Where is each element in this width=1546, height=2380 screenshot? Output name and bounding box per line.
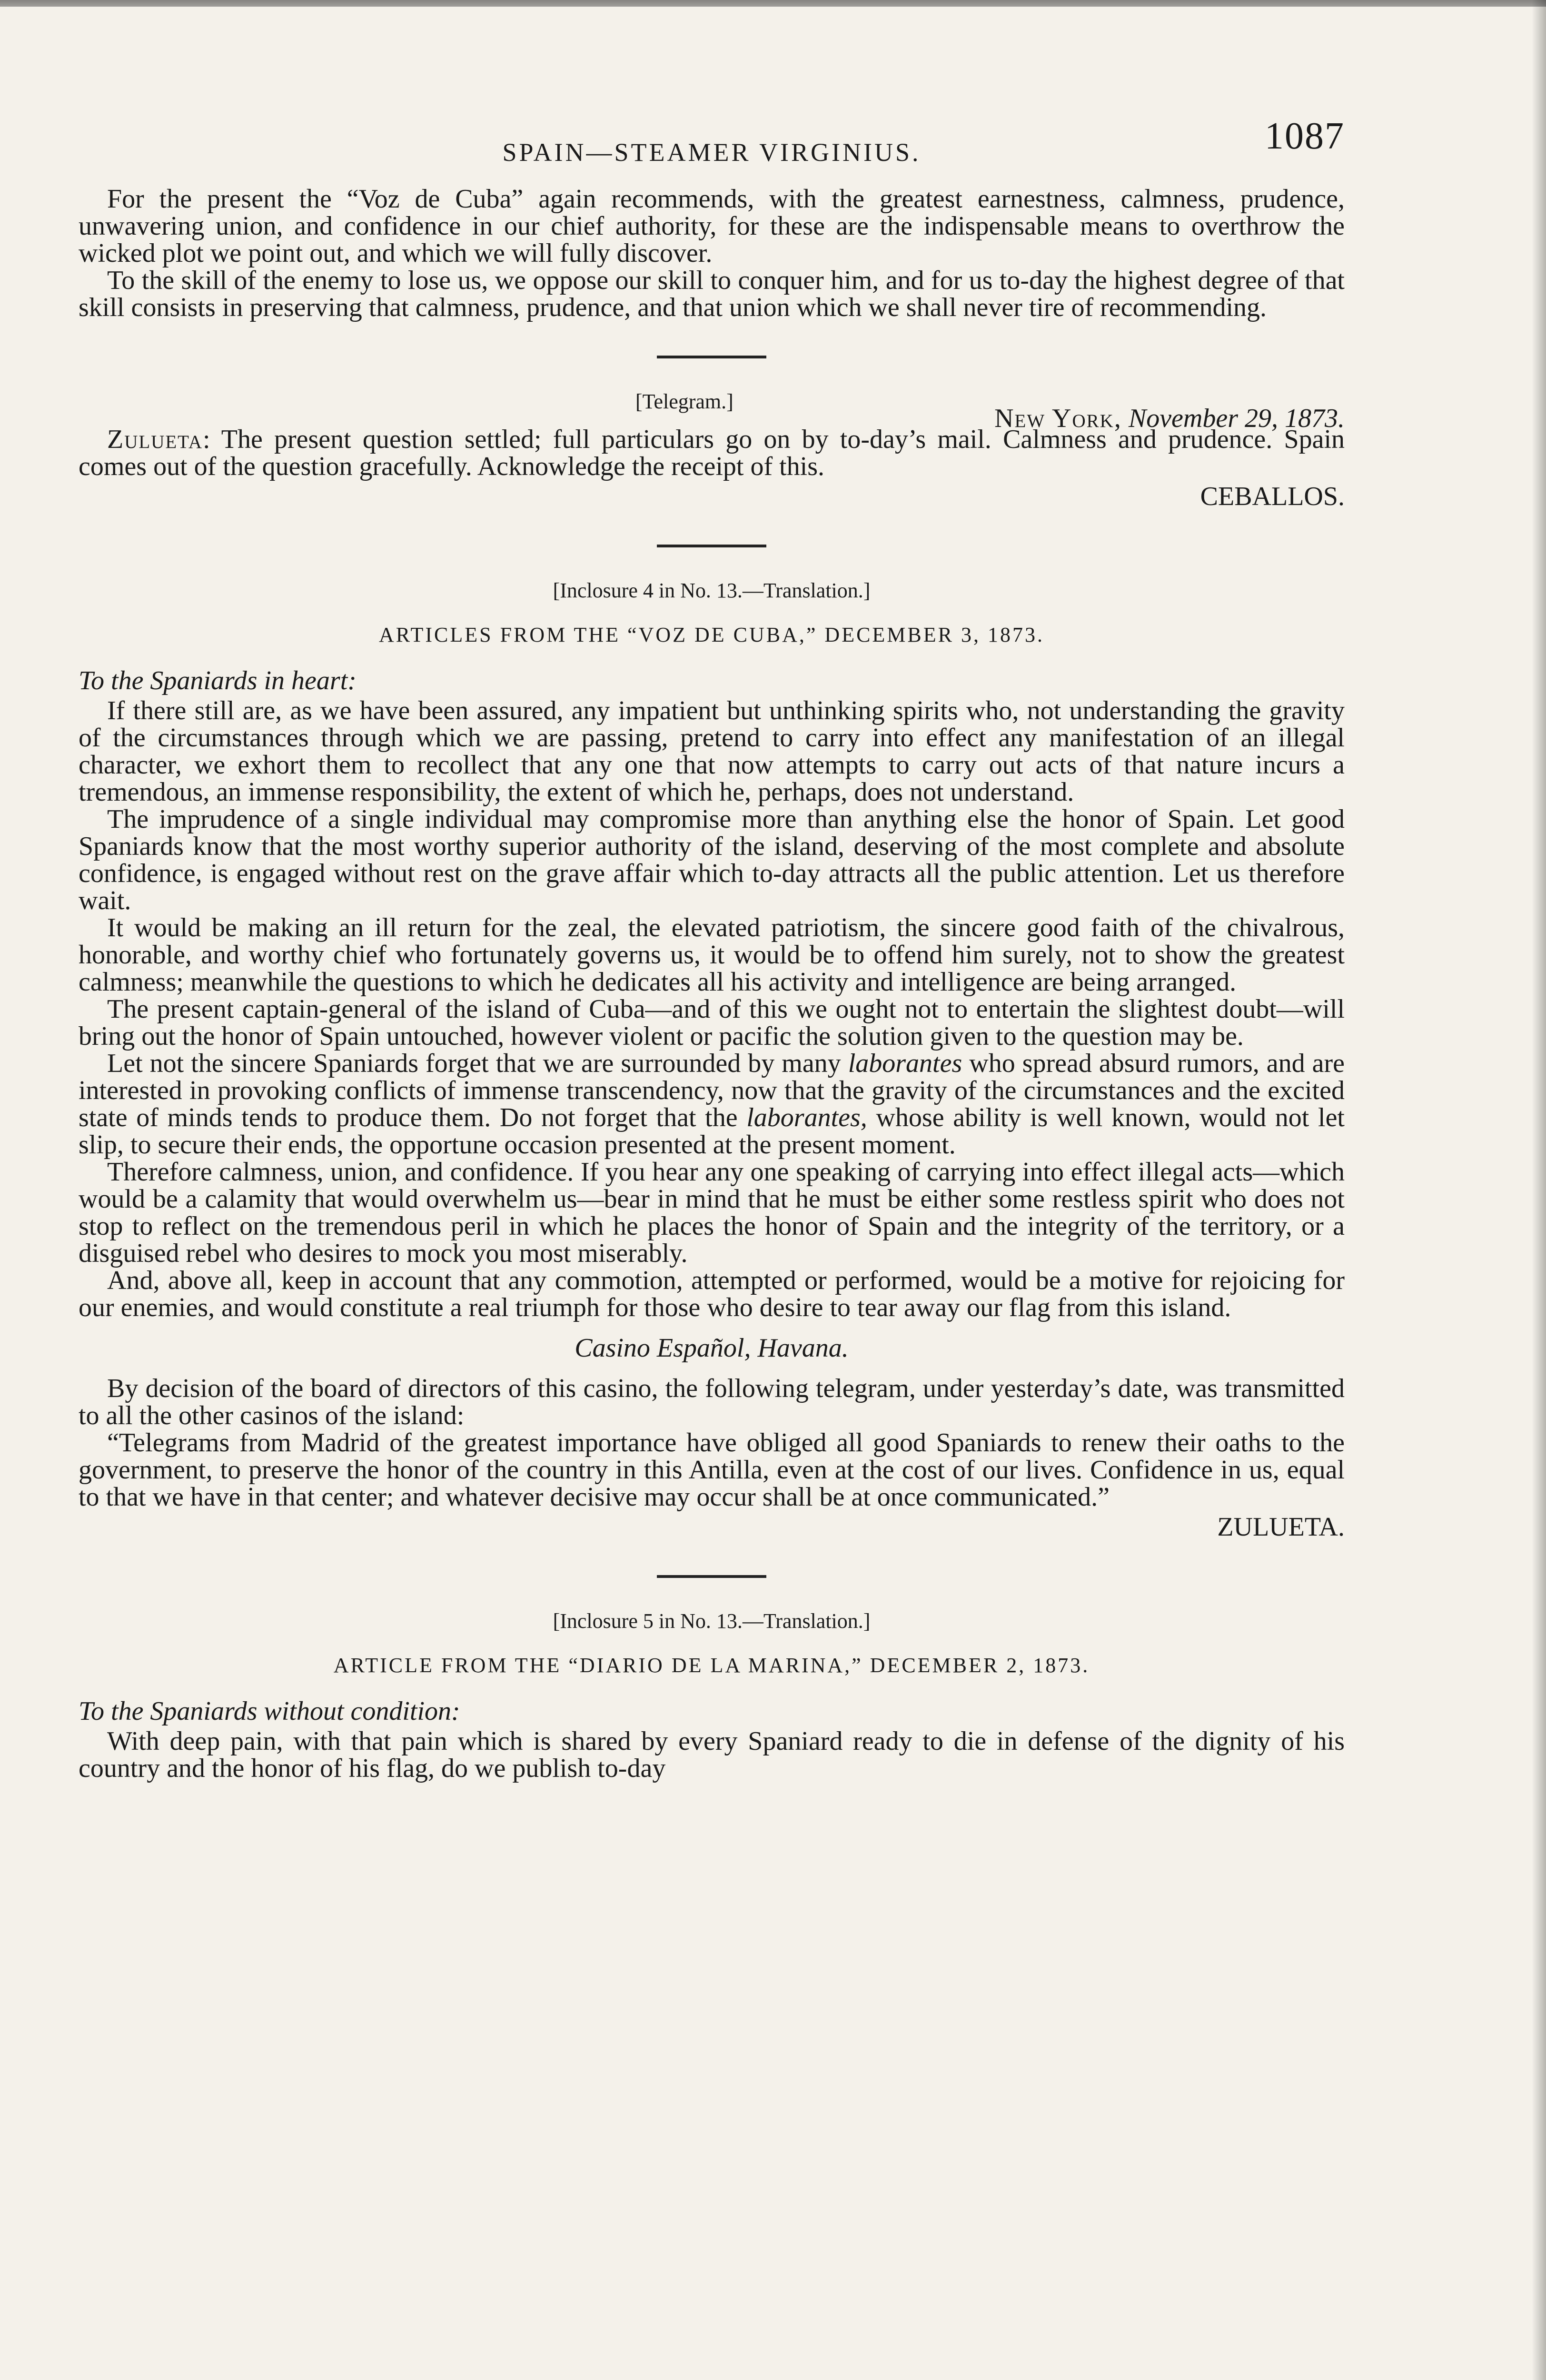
- page-binding-edge: [1532, 0, 1546, 2380]
- paragraph: And, above all, keep in account that any commotion, attempted or performed, would be a motive for rejoicing for our enemies, and would constitute a real triumph for those who desire to tear away our flag from this island.: [79, 1266, 1345, 1322]
- section-rule: [657, 545, 766, 547]
- telegram-label: [Telegram.]: [635, 390, 733, 413]
- paragraph: If there still are, as we have been assured, any impatient but unthinking spirits who, not understanding the gravity of the circumstances through which we are passing, pretend to carry into effect any manifestation of an illegal character, we exhort them to recollect that any one that now attempts to carry out acts of that nature incurs a tremendous, an immense responsibility, the extent of which he, perhaps, does not understand.: [79, 696, 1345, 807]
- text-run: Let not the sincere Spaniards forget that we are surrounded by many: [107, 1049, 848, 1078]
- text-column: [79, 114, 1345, 1782]
- paragraph: Therefore calmness, union, and confidence. If you hear any one speaking of carrying into effect illegal acts—which would be a calamity that would overwhelm us—bear in mind that he must be either some restless spirit who does not stop to reflect on the tremendous peril in which he places the honor of Spain and the integrity of the territory, or a disguised rebel who desires to mock you most miserably.: [79, 1157, 1345, 1268]
- section-rule: [657, 356, 766, 358]
- section-voz-de-cuba-continued: [79, 186, 1345, 321]
- casino-heading: Casino Español, Havana.: [575, 1333, 849, 1363]
- paragraph: For the present the “Voz de Cuba” again recommends, with the greatest earnestness, calmness, prudence, unwavering union, and confidence in our chief authority, for these are the indispensable means to overthrow the wicked plot we point out, and which we will fully discover.: [79, 184, 1345, 268]
- telegram-date: November 29, 1873.: [1128, 404, 1345, 433]
- paragraph: The present captain-general of the island of Cuba—and of this we ought not to entertain the slightest doubt—will bring out the honor of Spain untouched, however violent or pacific the solution given to the question may be.: [79, 994, 1345, 1051]
- page-top-edge: [0, 0, 1546, 7]
- inclosure-5: [79, 1607, 1345, 1782]
- telegram-heading: [79, 388, 1345, 433]
- inclosure-4-title: ARTICLES FROM THE “VOZ DE CUBA,” DECEMBER 3, 1873.: [379, 623, 1044, 646]
- inclosure-4-label: [Inclosure 4 in No. 13.—Translation.]: [553, 579, 871, 602]
- page-header: [79, 114, 1345, 186]
- page-number: 1087: [1265, 115, 1345, 157]
- telegram-dateline: [994, 405, 1345, 432]
- section-rule: [657, 1575, 766, 1578]
- telegram-block: [79, 388, 1345, 510]
- running-head: SPAIN—STEAMER VIRGINIUS.: [502, 138, 921, 167]
- italic-term: laborantes,: [746, 1103, 867, 1132]
- paragraph: To the skill of the enemy to lose us, we oppose our skill to conquer him, and for us to-day the highest degree of that skill consists in preserving that calmness, prudence, and that union which we shall never tire of recommending.: [79, 266, 1345, 322]
- text-run: who spread absurd rumors, and are interested in provoking conflicts of immense transcendency, now that the gravity of the circumstances and the excited state of minds tends to produce them. Do not forget that the: [79, 1049, 1345, 1132]
- text-run: whose ability is well known, would not let slip, to secure their ends, the opportune occasion presented at the present moment.: [79, 1103, 1345, 1160]
- telegram-addressee: Zulueta: [107, 425, 203, 454]
- paragraph: The imprudence of a single individual may compromise more than anything else the honor of Spain. Let good Spaniards know that the most worthy superior authority of the island, deserving of the most complete and absolute confidence, is engaged without rest on the grave affair which to-day attracts all the public attention. Let us therefore wait.: [79, 804, 1345, 915]
- paragraph: “Telegrams from Madrid of the greatest importance have obliged all good Spaniards to renew their oaths to the government, to preserve the honor of the country in this Antilla, even at the cost of our lives. Confidence in us, equal to that we have in that center; and whatever decisive may occur shall be at once communicated.”: [79, 1428, 1345, 1512]
- italic-term: laborantes: [848, 1049, 962, 1078]
- inclosure-4: [79, 577, 1345, 1541]
- inclosure-4-signature: ZULUETA.: [1217, 1512, 1345, 1542]
- telegram-body: [79, 426, 1345, 480]
- paragraph: By decision of the board of directors of this casino, the following telegram, under yesterday’s date, was transmitted to all the other casinos of the island:: [79, 1374, 1345, 1430]
- inclosure-5-salutation: To the Spaniards without condition:: [79, 1696, 460, 1726]
- paragraph: It would be making an ill return for the zeal, the elevated patriotism, the sincere good faith of the chivalrous, honorable, and worthy chief who fortunately governs us, it would be to offend him surely, not to show the greatest calmness; meanwhile the questions to which he dedicates all his activity and intelligence are being arranged.: [79, 913, 1345, 997]
- inclosure-5-title: ARTICLE FROM THE “DIARIO DE LA MARINA,” DECEMBER 2, 1873.: [333, 1654, 1090, 1677]
- paragraph: With deep pain, with that pain which is shared by every Spaniard ready to die in defense of the dignity of his country and the honor of his flag, do we publish to-day: [79, 1726, 1345, 1783]
- paragraph: [79, 1050, 1345, 1159]
- inclosure-5-label: [Inclosure 5 in No. 13.—Translation.]: [553, 1609, 871, 1633]
- telegram-place: New York,: [994, 404, 1122, 433]
- telegram-text: : The present question settled; full particulars go on by to-day’s mail. Calmness and prudence. Spain comes out of the question gracefully. Acknowledge the receipt of this.: [79, 425, 1345, 481]
- telegram-signature: CEBALLOS.: [1200, 482, 1345, 511]
- inclosure-4-salutation: To the Spaniards in heart:: [79, 666, 357, 695]
